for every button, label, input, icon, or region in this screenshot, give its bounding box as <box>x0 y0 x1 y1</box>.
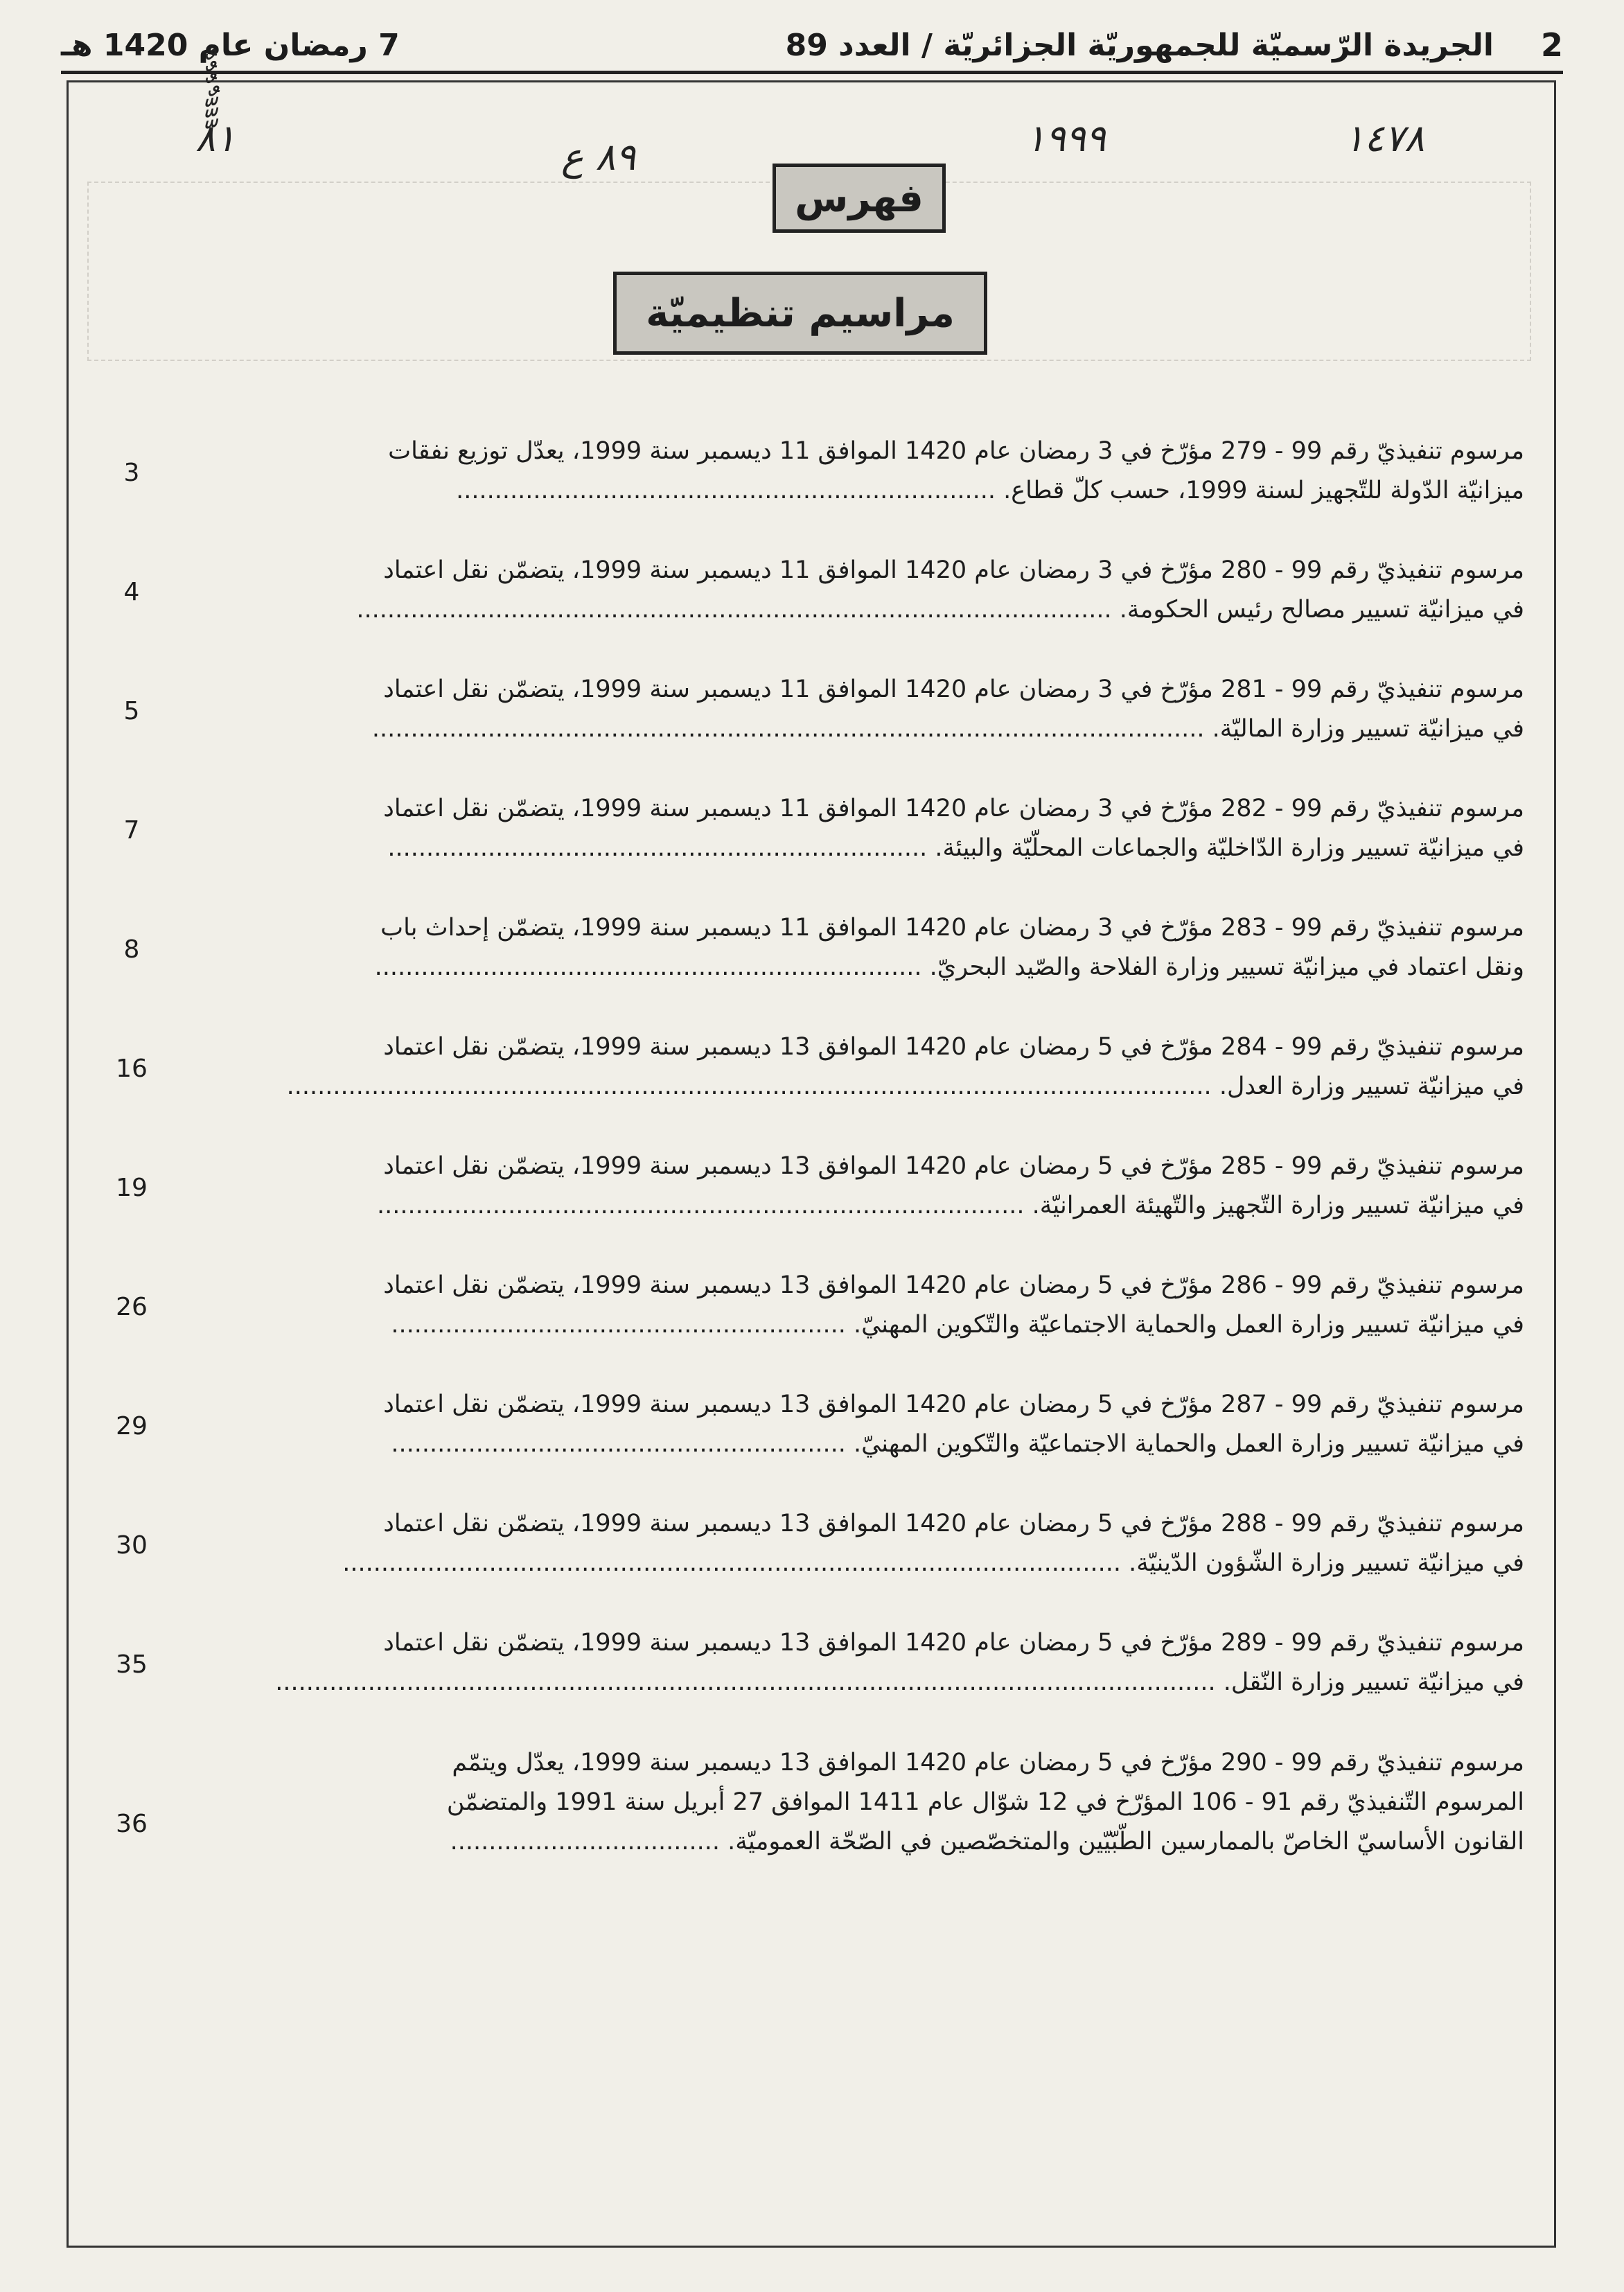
entry-text <box>173 1623 1524 1702</box>
header-rule <box>61 71 1563 74</box>
toc-entry[interactable] <box>90 1464 1524 1583</box>
entry-line: مرسوم تنفيذيّ رقم 99 - 290 مؤرّخ في 5 رمضان عام 1420 الموافق 13 ديسمبر سنة 1999، يعدّل ويتمّم <box>452 1749 1524 1777</box>
entry-page-number: 35 <box>116 1650 148 1679</box>
entry-line: مرسوم تنفيذيّ رقم 99 - 282 مؤرّخ في 3 رمضان عام 1420 الموافق 11 ديسمبر سنة 1999، يتضمّن نقل اعتماد <box>383 795 1524 822</box>
entry-line-text: في ميزانيّة تسيير وزارة العمل والحماية الاجتماعيّة والتّكوين المهنيّ. <box>853 1311 1524 1339</box>
entry-line: المرسوم التّنفيذيّ رقم 91 - 106 المؤرّخ في 12 شوّال عام 1411 الموافق 27 أبريل سنة 1991 والمتضمّن <box>446 1788 1524 1816</box>
entry-line: مرسوم تنفيذيّ رقم 99 - 280 مؤرّخ في 3 رمضان عام 1420 الموافق 11 ديسمبر سنة 1999، يتضمّن نقل اعتماد <box>383 556 1524 584</box>
entry-page-number: 5 <box>123 697 140 725</box>
entry-page-number: 3 <box>123 459 140 487</box>
entry-text <box>173 1385 1524 1464</box>
entry-line: في ميزانيّة تسيير وزارة النّقل. .......................................................................................................................... <box>275 1668 1524 1696</box>
table-of-contents <box>90 391 1524 1862</box>
entry-line-text: في ميزانيّة تسيير وزارة النّقل. <box>1223 1668 1524 1696</box>
entry-text <box>173 551 1524 630</box>
entry-line: مرسوم تنفيذيّ رقم 99 - 287 مؤرّخ في 5 رمضان عام 1420 الموافق 13 ديسمبر سنة 1999، يتضمّن نقل اعتماد <box>383 1391 1524 1418</box>
page-number: 2 <box>1540 26 1563 64</box>
handwritten-note: ١٩٩٩ <box>1025 116 1106 160</box>
toc-entry[interactable] <box>90 1107 1524 1226</box>
entry-line: في ميزانيّة تسيير وزارة الماليّة. ............................................................................................................ <box>371 715 1524 743</box>
entry-line-text: القانون الأساسيّ الخاصّ بالممارسين الطّبّيّين والمتخصّصين في الصّحّة العموميّة. <box>727 1828 1524 1855</box>
entry-line: القانون الأساسيّ الخاصّ بالممارسين الطّبّيّين والمتخصّصين في الصّحّة العموميّة. ................................... <box>450 1828 1524 1855</box>
entry-page-number: 29 <box>116 1412 148 1440</box>
entry-line: مرسوم تنفيذيّ رقم 99 - 285 مؤرّخ في 5 رمضان عام 1420 الموافق 13 ديسمبر سنة 1999، يتضمّن نقل اعتماد <box>383 1152 1524 1180</box>
toc-entry[interactable] <box>90 391 1524 511</box>
entry-text <box>173 1504 1524 1583</box>
entry-text <box>173 908 1524 987</box>
entry-line-text: في ميزانيّة تسيير وزارة العمل والحماية الاجتماعيّة والتّكوين المهنيّ. <box>853 1430 1524 1458</box>
entry-text <box>173 1743 1524 1862</box>
entry-line-text: في ميزانيّة تسيير مصالح رئيس الحكومة. <box>1119 596 1524 624</box>
gazette-header <box>61 21 1563 69</box>
toc-entry[interactable] <box>90 1583 1524 1702</box>
toc-entry[interactable] <box>90 1226 1524 1345</box>
entry-line-text: ميزانيّة الدّولة للتّجهيز لسنة 1999، حسب كلّ قطاع. <box>1003 477 1524 504</box>
entry-text <box>173 1028 1524 1107</box>
entry-line: مرسوم تنفيذيّ رقم 99 - 286 مؤرّخ في 5 رمضان عام 1420 الموافق 13 ديسمبر سنة 1999، يتضمّن نقل اعتماد <box>383 1271 1524 1299</box>
toc-entry[interactable] <box>90 630 1524 749</box>
entry-text <box>173 789 1524 868</box>
entry-text <box>173 432 1524 511</box>
entry-line-text: في ميزانيّة تسيير وزارة العدل. <box>1219 1073 1524 1100</box>
toc-entry[interactable] <box>90 1345 1524 1464</box>
section-title: مراسيم تنظيميّة <box>613 272 987 355</box>
entry-line: في ميزانيّة تسيير وزارة الشّؤون الدّينيّة. ..................................................................................................... <box>342 1549 1524 1577</box>
toc-entry[interactable] <box>90 868 1524 987</box>
entry-line: مرسوم تنفيذيّ رقم 99 - 288 مؤرّخ في 5 رمضان عام 1420 الموافق 13 ديسمبر سنة 1999، يتضمّن نقل اعتماد <box>383 1510 1524 1537</box>
entry-line: في ميزانيّة تسيير وزارة العمل والحماية الاجتماعيّة والتّكوين المهنيّ. ........................................................... <box>391 1311 1524 1339</box>
entry-page-number: 36 <box>116 1810 148 1838</box>
toc-entry[interactable] <box>90 987 1524 1107</box>
entry-page-number: 30 <box>116 1531 148 1560</box>
entry-line-text: في ميزانيّة تسيير وزارة الشّؤون الدّينيّة. <box>1129 1549 1524 1577</box>
gazette-title <box>400 28 1521 63</box>
toc-entry[interactable] <box>90 749 1524 868</box>
entry-page-number: 8 <box>123 935 140 964</box>
entry-line-text: في ميزانيّة تسيير وزارة التّجهيز والتّهيئة العمرانيّة. <box>1032 1192 1524 1219</box>
entry-line: في ميزانيّة تسيير وزارة التّجهيز والتّهيئة العمرانيّة. .................................................................................... <box>376 1192 1524 1219</box>
entry-line: مرسوم تنفيذيّ رقم 99 - 284 مؤرّخ في 5 رمضان عام 1420 الموافق 13 ديسمبر سنة 1999، يتضمّن نقل اعتماد <box>383 1033 1524 1061</box>
entry-line: مرسوم تنفيذيّ رقم 99 - 281 مؤرّخ في 3 رمضان عام 1420 الموافق 11 ديسمبر سنة 1999، يتضمّن نقل اعتماد <box>383 676 1524 703</box>
entry-text <box>173 1147 1524 1226</box>
entry-line: مرسوم تنفيذيّ رقم 99 - 289 مؤرّخ في 5 رمضان عام 1420 الموافق 13 ديسمبر سنة 1999، يتضمّن نقل اعتماد <box>383 1629 1524 1657</box>
handwritten-note: ٌٌٌٌّّّ٨١ <box>195 116 236 160</box>
entry-line-text: في ميزانيّة تسيير وزارة الماليّة. <box>1212 715 1524 743</box>
entry-line-text: ونقل اعتماد في ميزانيّة تسيير وزارة الفلاحة والصّيد البحريّ. <box>929 953 1524 981</box>
handwritten-note: ١٤٧٨ <box>1344 116 1425 160</box>
entry-line: في ميزانيّة تسيير وزارة الدّاخليّة والجماعات المحلّيّة والبيئة. ...................................................................... <box>387 834 1524 862</box>
entry-page-number: 26 <box>116 1293 148 1321</box>
entry-line: مرسوم تنفيذيّ رقم 99 - 279 مؤرّخ في 3 رمضان عام 1420 الموافق 11 ديسمبر سنة 1999، يعدّل توزيع نفقات <box>388 437 1524 465</box>
toc-entry[interactable] <box>90 511 1524 630</box>
index-title: فهرس <box>773 164 946 233</box>
entry-line: ميزانيّة الدّولة للتّجهيز لسنة 1999، حسب كلّ قطاع. ...................................................................... <box>456 477 1524 504</box>
entry-page-number: 4 <box>123 578 140 606</box>
entry-line-text: في ميزانيّة تسيير وزارة الدّاخليّة والجماعات المحلّيّة والبيئة. <box>935 834 1524 862</box>
entry-page-number: 7 <box>123 816 140 845</box>
entry-line: في ميزانيّة تسيير مصالح رئيس الحكومة. .................................................................................................. <box>356 596 1524 624</box>
entry-line: مرسوم تنفيذيّ رقم 99 - 283 مؤرّخ في 3 رمضان عام 1420 الموافق 11 ديسمبر سنة 1999، يتضمّن إحداث باب <box>380 914 1524 942</box>
entry-text <box>173 1266 1524 1345</box>
gazette-name: الجريدة الرّسميّة للجمهوريّة الجزائريّة <box>943 27 1494 63</box>
issue-date: 7 رمضان عام 1420 هـ <box>61 27 400 63</box>
entry-page-number: 19 <box>116 1174 148 1202</box>
entry-line: في ميزانيّة تسيير وزارة العمل والحماية الاجتماعيّة والتّكوين المهنيّ. ........................................................... <box>391 1430 1524 1458</box>
handwritten-note: ٨٩ ع <box>561 135 636 179</box>
entry-line: ونقل اعتماد في ميزانيّة تسيير وزارة الفلاحة والصّيد البحريّ. ....................................................................... <box>374 953 1524 981</box>
entry-line: في ميزانيّة تسيير وزارة العدل. ........................................................................................................................ <box>286 1073 1524 1100</box>
entry-page-number: 16 <box>116 1055 148 1083</box>
toc-entry[interactable] <box>90 1702 1524 1862</box>
entry-text <box>173 670 1524 749</box>
issue-label: / العدد 89 <box>785 27 933 63</box>
